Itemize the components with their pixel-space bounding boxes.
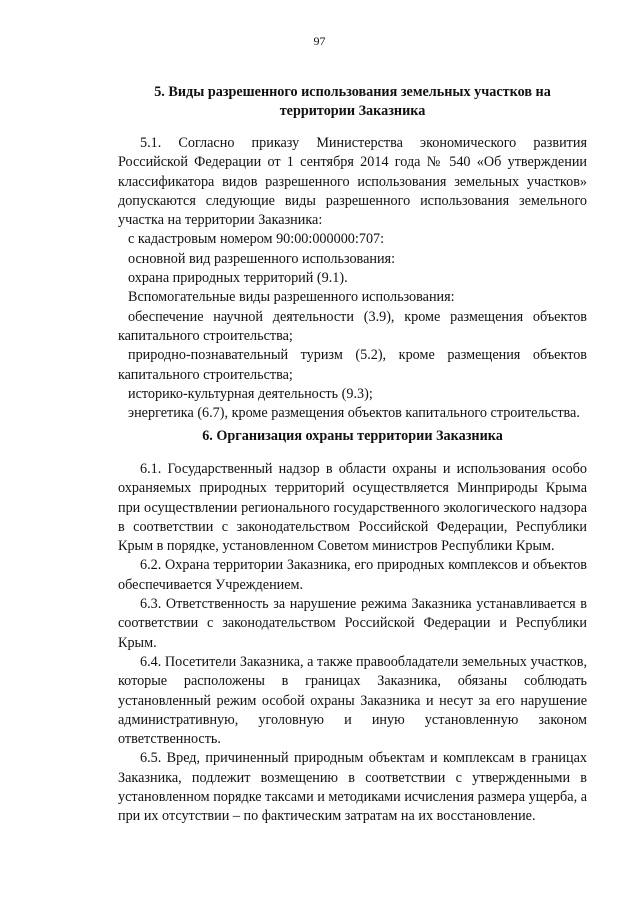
section-5-heading-line-2: территории Заказника [279, 103, 426, 120]
main-use-label: основной вид разрешенного использования: [128, 250, 396, 267]
paragraph-6-3: 6.3. Ответственность за нарушение режима Заказника устанавливается в соответствии с законодательством Российской Федерации и Республики Крым. [118, 596, 587, 651]
section-6-heading [118, 427, 587, 446]
section-6-heading-line: 6. Организация охраны территории Заказника [202, 428, 503, 444]
paragraph-6-4: 6.4. Посетители Заказника, а также правообладатели земельных участков, которые расположены в границах Заказника, обязаны соблюдать установленный режим особой охраны Заказника и несут за его нарушение административную, уголовную и иную установленную законом ответственность. [118, 653, 587, 748]
auxiliary-use-item-4: энергетика (6.7), кроме размещения объектов капитального строительства. [128, 405, 580, 422]
section-5-heading-line-1: 5. Виды разрешенного использования земельных участков на [154, 84, 551, 100]
paragraph-6-5: 6.5. Вред, причиненный природным объектам и комплексам в границах Заказника, подлежит возмещению в соответствии с утвержденными в установленном порядке таксами и методиками исчисления размера ущерба, а при их отсутствии – по фактическим затратам на их восстановление. [118, 750, 587, 825]
paragraph-6-1: 6.1. Государственный надзор в области охраны и использования особо охраняемых природных территорий осуществляется Минприроды Крыма при осуществлении регионального государственного экологического надзора в соответствии с законодательством Российской Федерации, Республики Крым в порядке, установленном Советом министров Республики Крым. [118, 461, 587, 555]
paragraph-5-1: 5.1. Согласно приказу Министерства экономического развития Российской Федерации от 1 сентября 2014 года № 540 «Об утверждении классификатора видов разрешенного использования земельных участков» допускаются следующие виды разрешенного использования земельного участка на территории Заказника: [118, 135, 587, 229]
auxiliary-use-label: Вспомогательные виды разрешенного использования: [128, 289, 455, 306]
auxiliary-use-item-2: природно-познавательный туризм (5.2), кроме размещения объектов капитального строительства; [118, 347, 587, 383]
section-5-body [118, 134, 587, 423]
section-5-heading [118, 83, 587, 122]
paragraph-6-2: 6.2. Охрана территории Заказника, его природных комплексов и объектов обеспечивается Учреждением. [118, 557, 587, 593]
auxiliary-use-item-3: историко-культурная деятельность (9.3); [128, 385, 373, 402]
section-6-body [118, 460, 587, 827]
auxiliary-use-item-1: обеспечение научной деятельности (3.9), кроме размещения объектов капитального строительства; [118, 308, 587, 344]
page-number: 97 [313, 34, 326, 48]
cadastral-number-line: с кадастровым номером 90:00:000000:707: [128, 231, 385, 248]
main-use-value: охрана природных территорий (9.1). [128, 270, 348, 287]
